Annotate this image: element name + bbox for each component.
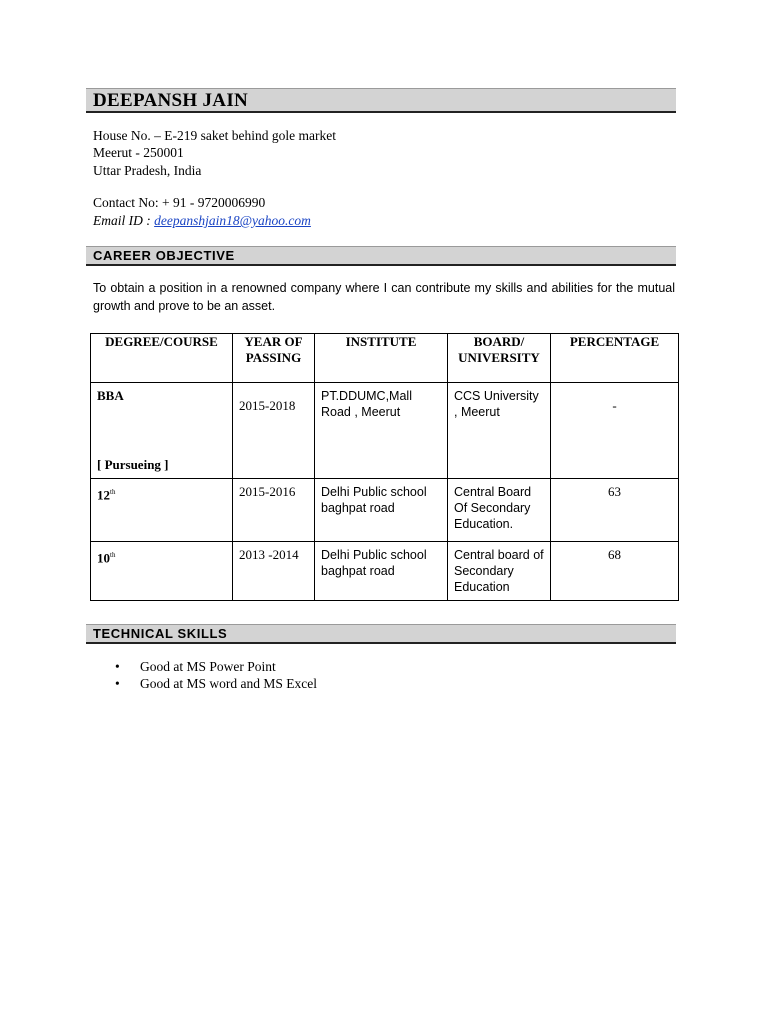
header-percentage: PERCENTAGE <box>551 334 679 383</box>
header-degree: DEGREE/COURSE <box>91 334 233 383</box>
degree-cell <box>91 479 233 542</box>
board-cell: CCS University , Meerut <box>448 383 551 479</box>
degree-cell <box>91 542 233 601</box>
header-board: BOARD/ UNIVERSITY <box>448 334 551 383</box>
percentage-value: - <box>612 398 617 413</box>
board-cell: Central board of Secondary Education <box>448 542 551 601</box>
table-row <box>91 479 679 542</box>
degree-name: 12 <box>97 487 110 503</box>
percentage-cell <box>551 383 679 479</box>
board-cell: Central Board Of Secondary Education. <box>448 479 551 542</box>
table-row <box>91 542 679 601</box>
address-line-1: House No. – E-219 saket behind gole market <box>93 128 336 143</box>
institute-cell: Delhi Public school baghpat road <box>315 542 448 601</box>
degree-name: BBA <box>97 388 124 403</box>
percentage-cell: 63 <box>551 479 679 542</box>
contact-phone: Contact No: + 91 - 9720006990 <box>93 195 266 210</box>
institute-cell: Delhi Public school baghpat road <box>315 479 448 542</box>
contact-email-line <box>93 212 311 229</box>
skill-text: Good at MS word and MS Excel <box>140 676 317 691</box>
technical-skills-title: TECHNICAL SKILLS <box>93 626 228 641</box>
degree-sup: th <box>110 488 116 496</box>
institute-cell: PT.DDUMC,Mall Road , Meerut <box>315 383 448 479</box>
email-link[interactable]: deepanshjain18@yahoo.com <box>154 213 311 228</box>
career-objective-bar <box>86 246 676 266</box>
email-label: Email ID : <box>93 213 151 228</box>
education-header-row <box>91 334 679 383</box>
degree-sup: th <box>110 551 116 559</box>
year-value: 2015-2018 <box>239 398 296 413</box>
career-objective-text: To obtain a position in a renowned company where I can contribute my skills and abilities for the mutual growth and prove to be an asset. <box>93 281 675 313</box>
degree-cell <box>91 383 233 479</box>
education-table <box>90 333 679 601</box>
candidate-name: DEEPANSH JAIN <box>93 90 249 111</box>
header-year: YEAR OF PASSING <box>233 334 315 383</box>
career-objective-title: CAREER OBJECTIVE <box>93 248 235 263</box>
bullet-icon: • <box>115 676 120 691</box>
table-row <box>91 383 679 479</box>
list-item <box>115 675 317 692</box>
skills-list <box>115 658 317 692</box>
year-cell: 2015-2016 <box>233 479 315 542</box>
year-cell <box>233 383 315 479</box>
address-line-2: Meerut - 250001 <box>93 145 184 160</box>
bullet-icon: • <box>115 659 120 674</box>
year-cell: 2013 -2014 <box>233 542 315 601</box>
degree-name: 10 <box>97 550 110 566</box>
header-institute: INSTITUTE <box>315 334 448 383</box>
technical-skills-bar <box>86 624 676 644</box>
skill-text: Good at MS Power Point <box>140 659 276 674</box>
degree-note: [ Pursueing ] <box>97 457 169 472</box>
percentage-cell: 68 <box>551 542 679 601</box>
name-header-bar <box>86 88 676 113</box>
list-item <box>115 658 317 675</box>
address-line-3: Uttar Pradesh, India <box>93 163 202 178</box>
